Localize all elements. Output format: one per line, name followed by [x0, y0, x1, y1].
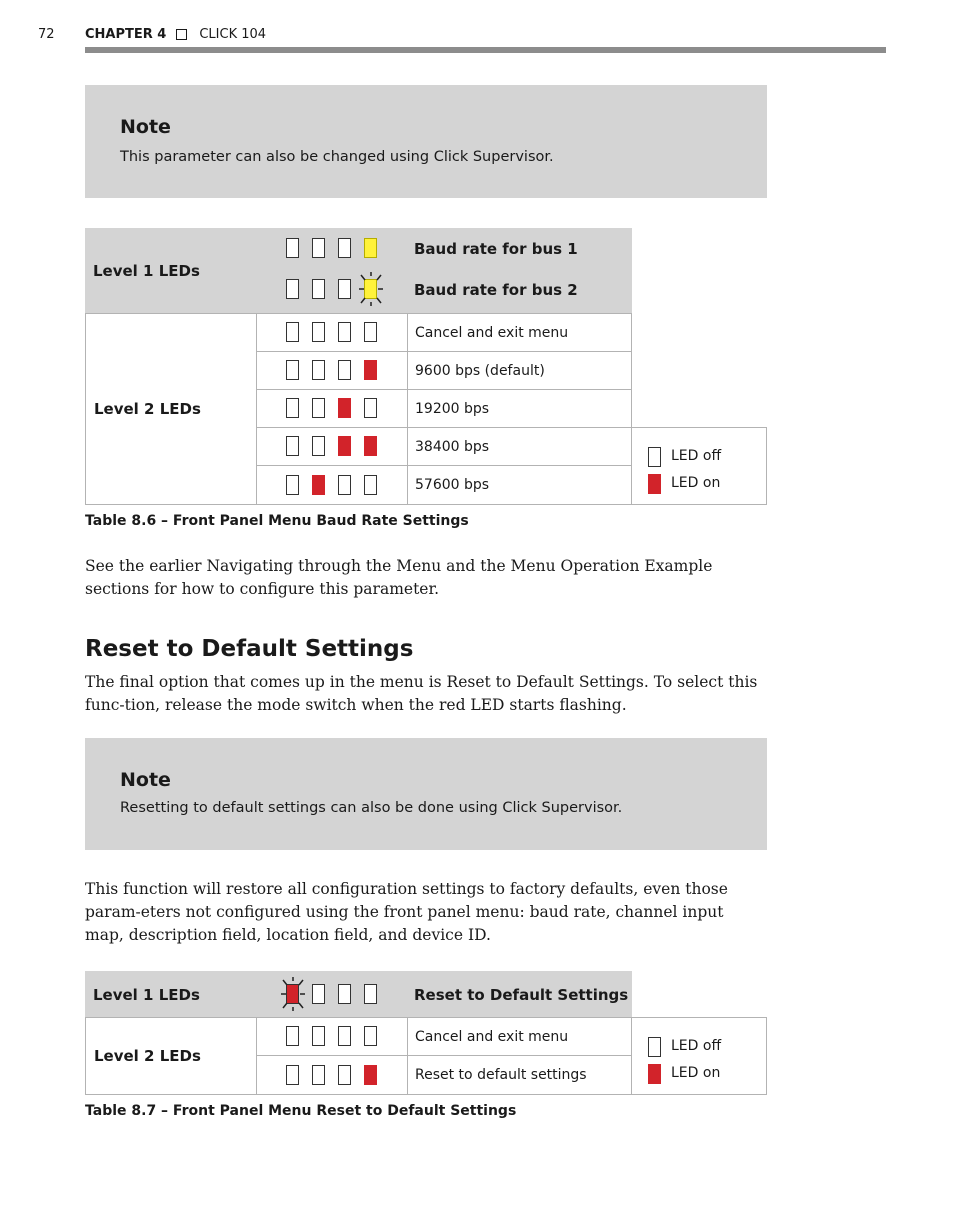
led-off-icon [286, 279, 299, 299]
led-off-icon [286, 436, 299, 456]
table-row-text: Reset to Default Settings [414, 985, 629, 1004]
separator-box-icon [176, 29, 187, 40]
led-off-icon [364, 1026, 377, 1046]
led-on-icon [312, 475, 325, 495]
led-off-icon [364, 984, 377, 1004]
header-rule [85, 47, 886, 53]
note-box [85, 738, 767, 850]
led-cell [256, 465, 408, 505]
led-off-icon [312, 1026, 325, 1046]
level1-label: Level 1 LEDs [93, 261, 200, 280]
led-off-icon [286, 1026, 299, 1046]
led-off-icon [364, 322, 377, 342]
table-row-text: 38400 bps [407, 427, 632, 466]
led-on-icon [338, 398, 351, 418]
level2-label: Level 2 LEDs [85, 313, 257, 505]
table-caption: Table 8.6 – Front Panel Menu Baud Rate Settings [85, 513, 469, 529]
led-cell [256, 1017, 408, 1056]
product-label: CLICK 104 [199, 27, 267, 42]
led-off-icon [364, 475, 377, 495]
table-row-text: Cancel and exit menu [407, 313, 632, 352]
led-on-icon [648, 1064, 661, 1084]
led-off-icon [312, 984, 325, 1004]
led-off-icon [312, 279, 325, 299]
table-row-text: 19200 bps [407, 389, 632, 428]
led-on-icon [338, 436, 351, 456]
led-cell [256, 313, 408, 352]
led-off-icon [338, 1026, 351, 1046]
led-off-icon [338, 984, 351, 1004]
running-header [85, 27, 266, 42]
page-number: 72 [38, 27, 55, 42]
led-cell [256, 1055, 408, 1095]
note-text: Resetting to default settings can also be done using Click Supervisor. [120, 800, 623, 816]
paragraph: See the earlier Navigating through the Menu and the Menu Operation Example sections for how to configure this parameter. [85, 557, 713, 598]
led-off-icon [286, 1065, 299, 1085]
led-on-icon [364, 1065, 377, 1085]
level2-label: Level 2 LEDs [85, 1017, 257, 1095]
led-off-icon [312, 1065, 325, 1085]
legend-off-label: LED off [671, 1038, 722, 1054]
led-off-icon [312, 322, 325, 342]
led-off-icon [364, 398, 377, 418]
chapter-label: CHAPTER 4 [85, 27, 167, 42]
flashing-rays-icon [278, 977, 308, 1011]
section-title: Reset to Default Settings [85, 636, 414, 662]
led-off-icon [286, 322, 299, 342]
led-off-icon [648, 1037, 661, 1057]
led-off-icon [338, 360, 351, 380]
led-off-icon [338, 238, 351, 258]
led-off-icon [312, 360, 325, 380]
led-off-icon [338, 322, 351, 342]
led-off-icon [286, 398, 299, 418]
paragraph: The final option that comes up in the menu is Reset to Default Settings. To select this func-tion, release the mode switch when the red LED starts flashing. [85, 673, 758, 714]
led-off-icon [286, 475, 299, 495]
note-text: This parameter can also be changed using Click Supervisor. [120, 149, 554, 165]
led-off-icon [286, 238, 299, 258]
led-cell [256, 427, 408, 466]
paragraph: This function will restore all configuration settings to factory defaults, even those param-eters not configured using the front panel menu: baud rate, channel input map, description field, location field, and device ID. [85, 880, 728, 944]
led-on-icon [364, 436, 377, 456]
table-row-text: 57600 bps [407, 465, 632, 505]
led-off-icon [286, 360, 299, 380]
table-row-text: Baud rate for bus 2 [414, 281, 578, 299]
led-off-icon [312, 398, 325, 418]
note-title: Note [120, 116, 171, 138]
table-caption: Table 8.7 – Front Panel Menu Reset to Default Settings [85, 1103, 517, 1119]
led-off-icon [312, 238, 325, 258]
note-box [85, 85, 767, 198]
legend-on-label: LED on [671, 475, 721, 491]
led-off-icon [312, 436, 325, 456]
led-off-icon [338, 1065, 351, 1085]
led-on-icon [648, 474, 661, 494]
led-cell [256, 351, 408, 390]
led-cell [256, 389, 408, 428]
table-row-text: 9600 bps (default) [407, 351, 632, 390]
led-off-icon [338, 279, 351, 299]
table-row-text: Reset to default settings [407, 1055, 632, 1095]
led-on-icon [364, 360, 377, 380]
table-row-text: Baud rate for bus 1 [414, 240, 578, 258]
led-yellow-icon [364, 238, 377, 258]
legend-on-label: LED on [671, 1065, 721, 1081]
led-off-icon [338, 475, 351, 495]
legend-off-label: LED off [671, 448, 722, 464]
flashing-rays-icon [356, 272, 386, 306]
note-title: Note [120, 769, 171, 791]
level1-label: Level 1 LEDs [93, 985, 200, 1004]
led-off-icon [648, 447, 661, 467]
table-row-text: Cancel and exit menu [407, 1017, 632, 1056]
